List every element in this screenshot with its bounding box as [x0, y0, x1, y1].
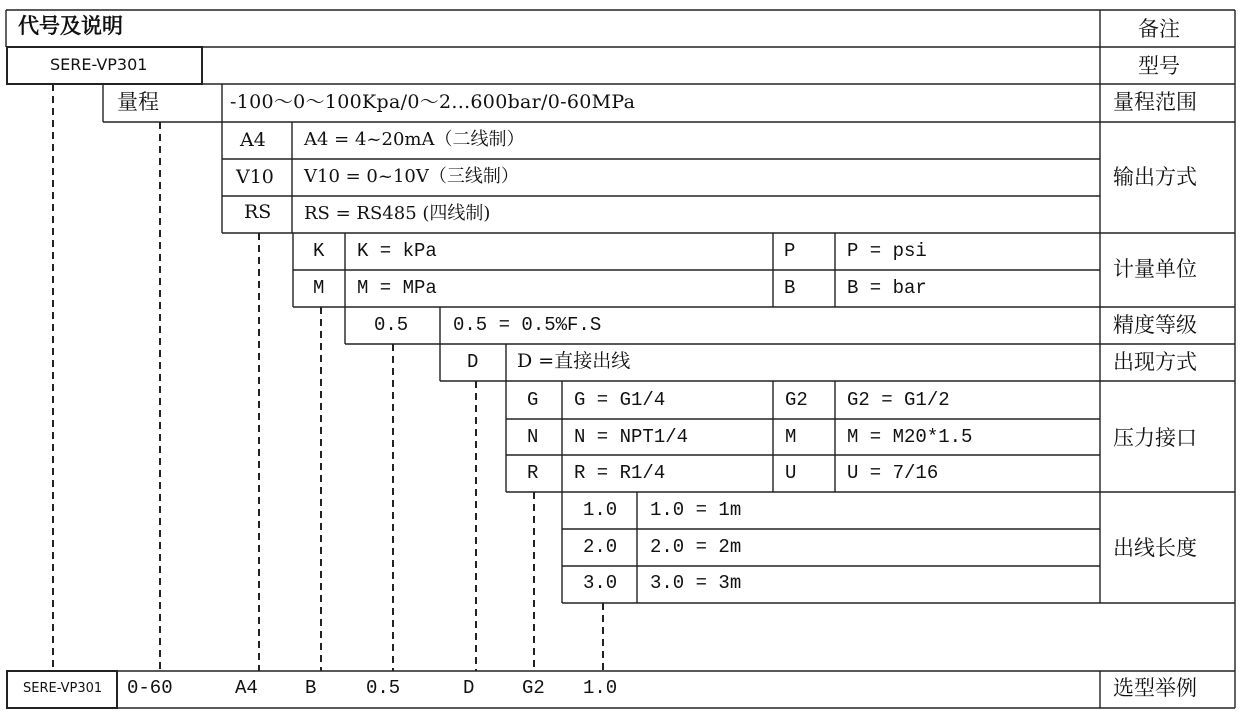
page-title: 代号及说明	[18, 14, 123, 38]
model-code: SERE-VP301	[50, 55, 148, 74]
example-range: 0-60	[127, 677, 173, 699]
conn-desc-g: G = G1/4	[574, 389, 666, 411]
output-note: 输出方式	[1113, 165, 1197, 189]
example-note: 选型举例	[1113, 676, 1197, 700]
accuracy-desc: 0.5 = 0.5%F.S	[453, 314, 602, 336]
output-code-rs: RS	[244, 201, 272, 223]
example-appearance: D	[463, 677, 475, 699]
output-desc-v10: V10 = 0~10V（三线制）	[304, 166, 519, 187]
range-label: 量程	[117, 90, 159, 114]
unit-code-p: P	[784, 240, 796, 262]
range-value: -100～0～100Kpa/0～2...600bar/0-60MPa	[230, 91, 636, 113]
range-note: 量程范围	[1113, 90, 1197, 114]
accuracy-code: 0.5	[374, 314, 409, 336]
cable-code-2: 2.0	[583, 536, 618, 558]
cable-desc-3: 3.0 = 3m	[650, 572, 742, 594]
example-model: SERE-VP301	[23, 681, 103, 696]
unit-desc-b: B = bar	[847, 277, 927, 299]
unit-note: 计量单位	[1113, 257, 1197, 281]
appearance-note: 出现方式	[1113, 350, 1197, 374]
model-note: 型号	[1138, 54, 1180, 78]
conn-desc-n: N = NPT1/4	[574, 426, 689, 448]
conn-code-n: N	[527, 426, 539, 448]
appearance-desc: D =直接出线	[517, 350, 631, 372]
output-code-v10: V10	[236, 166, 274, 188]
conn-code-m: M	[785, 426, 797, 448]
conn-code-u: U	[785, 462, 797, 484]
conn-code-r: R	[527, 462, 539, 484]
cable-desc-2: 2.0 = 2m	[650, 536, 742, 558]
unit-code-k: K	[313, 240, 325, 262]
unit-desc-p: P = psi	[847, 240, 927, 262]
conn-desc-m: M = M20*1.5	[847, 426, 973, 448]
cable-note: 出线长度	[1113, 536, 1197, 560]
note-header: 备注	[1138, 17, 1180, 41]
example-unit: B	[305, 677, 317, 699]
conn-desc-u: U = 7/16	[847, 462, 939, 484]
conn-code-g: G	[527, 389, 539, 411]
output-code-a4: A4	[240, 129, 266, 151]
output-desc-a4: A4 = 4~20mA（二线制）	[304, 129, 525, 150]
cable-desc-1: 1.0 = 1m	[650, 499, 742, 521]
example-accuracy: 0.5	[366, 677, 401, 699]
cable-code-3: 3.0	[583, 572, 618, 594]
unit-code-b: B	[784, 277, 796, 299]
output-desc-rs: RS = RS485 (四线制)	[304, 203, 491, 224]
conn-desc-g2: G2 = G1/2	[847, 389, 950, 411]
appearance-code: D	[467, 351, 479, 373]
example-output: A4	[235, 677, 258, 699]
accuracy-note: 精度等级	[1113, 313, 1197, 337]
unit-desc-m: M = MPa	[357, 277, 437, 299]
unit-code-m: M	[313, 277, 325, 299]
example-cable: 1.0	[583, 677, 618, 699]
unit-desc-k: K = kPa	[357, 240, 437, 262]
cable-code-1: 1.0	[583, 499, 618, 521]
conn-code-g2: G2	[785, 389, 808, 411]
connection-note: 压力接口	[1113, 426, 1197, 450]
conn-desc-r: R = R1/4	[574, 462, 666, 484]
example-connection: G2	[522, 677, 545, 699]
